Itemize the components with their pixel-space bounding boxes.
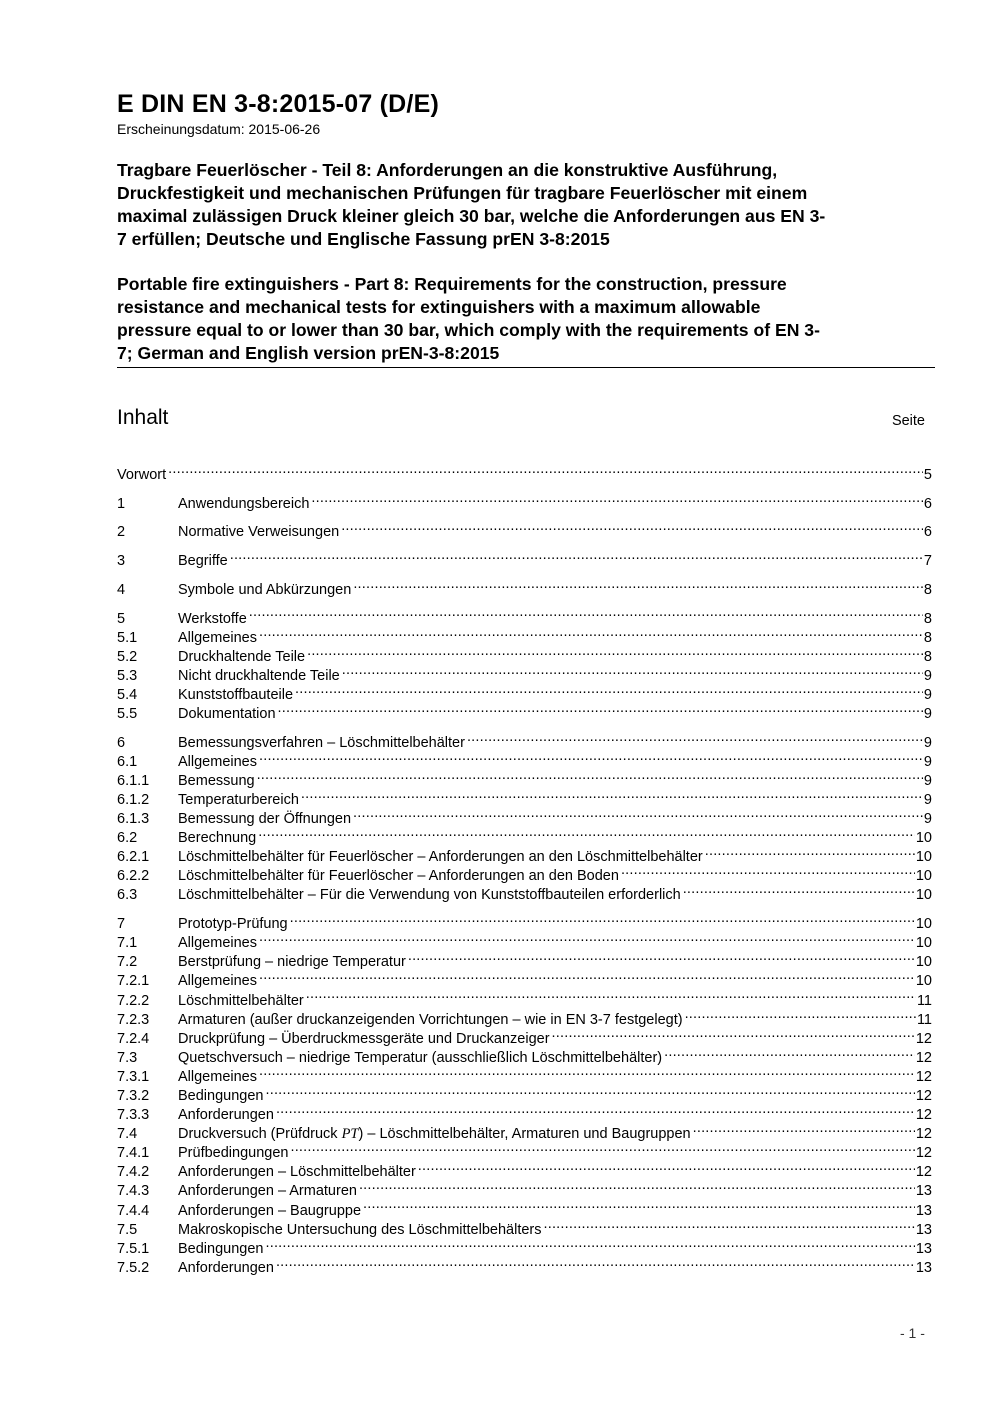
toc-entry-page: 5 (923, 467, 932, 484)
german-title-line: Druckfestigkeit und mechanischen Prüfungen für tragbare Feuerlöscher mit einem (117, 183, 808, 203)
toc-entry-number: 7.5.1 (117, 1240, 150, 1257)
toc-entry-number: 7.3 (117, 1049, 138, 1066)
toc-entry-page: 8 (923, 610, 932, 627)
title-divider (117, 367, 935, 368)
toc-entry-page: 10 (915, 849, 932, 866)
toc-dot-leader (276, 1253, 915, 1272)
toc-entry-title: Allgemeines (178, 935, 257, 952)
toc-entry-number: 7 (117, 916, 126, 933)
toc-entry-page: 9 (923, 811, 932, 828)
toc-entry-title: Vorwort (117, 467, 167, 484)
toc-entry-number: 7.3.1 (117, 1068, 150, 1085)
toc-entry-number: 7.4.4 (117, 1202, 150, 1219)
toc-entry-page: 9 (923, 706, 932, 722)
toc-entry-number: 7.5.2 (117, 1259, 150, 1276)
toc-entry[interactable] (117, 1157, 932, 1181)
toc-entry[interactable] (117, 823, 932, 847)
german-title-line: 7 erfüllen; Deutsche und Englische Fassung prEN 3-8:2015 (117, 229, 610, 249)
toc-entry-page: 10 (915, 935, 932, 952)
toc-entry-page: 6 (923, 495, 932, 512)
toc-entry-number: 5.4 (117, 686, 138, 703)
toc-entry-page: 12 (915, 1126, 932, 1143)
toc-entry-number: 7.4.2 (117, 1164, 150, 1181)
toc-entry[interactable] (117, 1062, 932, 1085)
toc-entry-title: Anforderungen – Löschmittelbehälter (178, 1164, 416, 1181)
toc-entry-title: Werkstoffe (178, 610, 247, 627)
toc-entry-page: 10 (915, 830, 932, 847)
toc-dot-leader (705, 842, 915, 861)
toc-entry-number: 4 (117, 581, 126, 598)
toc-entry-page: 10 (915, 887, 932, 904)
toc-entry-number: 7.4 (117, 1126, 138, 1143)
toc-entry-title: Anwendungsbereich (178, 495, 310, 512)
toc-entry-page: 13 (915, 1183, 932, 1200)
toc-entry[interactable] (117, 928, 932, 952)
toc-entry-page: 10 (915, 916, 932, 933)
toc-entry[interactable] (117, 699, 932, 722)
toc-entry-title: Druckprüfung – Überdruckmessgeräte und Druckanzeiger (178, 1030, 550, 1047)
toc-entry[interactable] (117, 489, 932, 512)
toc-entry[interactable] (117, 785, 932, 808)
toc-entry-number: 1 (117, 495, 126, 512)
toc-dot-leader (301, 785, 923, 804)
toc-dot-leader (621, 861, 915, 880)
toc-entry-title: Löschmittelbehälter für Feuerlöscher – Anforderungen an den Löschmittelbehälter (178, 849, 703, 866)
toc-entry-title: Anforderungen (178, 1259, 274, 1276)
toc-entry-number: 6.2.1 (117, 849, 150, 866)
toc-dot-leader (258, 823, 915, 842)
table-of-contents (117, 460, 932, 1276)
toc-entry-title: Anforderungen (178, 1107, 274, 1124)
toc-entry[interactable] (117, 1005, 932, 1028)
toc-entry-title: Anforderungen – Armaturen (178, 1183, 357, 1200)
toc-entry-title: Quetschversuch – niedrige Temperatur (ausschließlich Löschmittelbehälter) (178, 1049, 663, 1066)
toc-entry[interactable] (117, 1081, 932, 1104)
toc-entry-number: 7.2.1 (117, 973, 150, 990)
english-title (117, 273, 935, 365)
toc-entry-page: 13 (915, 1259, 932, 1276)
publication-date: Erscheinungsdatum: 2015-06-26 (117, 121, 321, 137)
toc-entry-title: Löschmittelbehälter (178, 992, 304, 1009)
toc-entry[interactable] (117, 1119, 932, 1143)
toc-dot-leader (259, 1062, 915, 1081)
toc-entry[interactable] (117, 804, 932, 828)
toc-entry-page: 12 (915, 1068, 932, 1085)
toc-entry[interactable] (117, 661, 932, 684)
toc-entry-number: 7.2.2 (117, 992, 150, 1009)
toc-entry-page: 9 (923, 753, 932, 770)
toc-entry-number: 2 (117, 524, 126, 541)
toc-entry[interactable] (117, 909, 932, 933)
toc-entry-page: 9 (923, 791, 932, 808)
toc-entry-title: Kunststoffbauteile (178, 686, 294, 703)
toc-entry-title: Berechnung (178, 830, 257, 847)
toc-entry[interactable] (117, 880, 932, 904)
toc-entry-number: 7.5 (117, 1221, 138, 1238)
toc-entry-number: 6.2.2 (117, 868, 150, 885)
toc-entry-number: 7.4.3 (117, 1183, 150, 1200)
toc-entry-page: 9 (923, 667, 932, 684)
toc-entry-number: 6.1.3 (117, 811, 150, 828)
toc-entry-title: Bedingungen (178, 1240, 264, 1257)
toc-entry-number: 5.2 (117, 648, 138, 665)
toc-entry-number: 7.1 (117, 935, 138, 952)
toc-entry-page: 10 (915, 954, 932, 971)
toc-entry-page: 10 (915, 973, 932, 990)
toc-dot-leader (259, 928, 915, 947)
toc-dot-leader (290, 909, 915, 928)
german-title-line: maximal zulässigen Druck kleiner gleich 30 bar, welche die Anforderungen aus EN 3- (117, 206, 826, 226)
toc-entry-title: Temperaturbereich (178, 791, 299, 808)
toc-dot-leader (359, 1176, 915, 1195)
toc-entry[interactable] (117, 623, 932, 646)
toc-entry[interactable] (117, 1138, 932, 1162)
toc-entry-number: 6.2 (117, 830, 138, 847)
toc-entry-page: 8 (923, 629, 932, 646)
toc-entry[interactable] (117, 1100, 932, 1124)
toc-entry-title: Druckhaltende Teile (178, 648, 306, 665)
toc-dot-leader (664, 1043, 915, 1062)
toc-entry[interactable] (117, 728, 932, 751)
toc-entry[interactable] (117, 1215, 932, 1238)
toc-entry-number: 6.1.2 (117, 791, 150, 808)
toc-entry-page: 13 (915, 1240, 932, 1257)
toc-entry-title: Bemessungsverfahren – Löschmittelbehälter (178, 734, 465, 751)
toc-entry-page: 12 (915, 1030, 932, 1047)
english-title-line: resistance and mechanical tests for extinguishers with a maximum allowable (117, 297, 761, 317)
toc-entry[interactable] (117, 747, 932, 770)
toc-entry-number: 5.1 (117, 629, 138, 646)
toc-entry-title: Allgemeines (178, 629, 257, 646)
toc-entry-page: 11 (916, 992, 932, 1009)
toc-entry-number: 6.1 (117, 753, 138, 770)
english-title-line: 7; German and English version prEN-3-8:2015 (117, 343, 500, 363)
toc-entry-page: 8 (923, 581, 932, 598)
toc-entry-title: Löschmittelbehälter – Für die Verwendung von Kunststoffbauteilen erforderlich (178, 887, 681, 904)
toc-entry-title: Löschmittelbehälter für Feuerlöscher – Anforderungen an den Boden (178, 868, 619, 885)
toc-dot-leader (265, 1234, 914, 1253)
toc-entry-number: 6 (117, 734, 126, 751)
toc-entry[interactable] (117, 575, 932, 598)
toc-entry-number: 6.1.1 (117, 772, 150, 789)
toc-dot-leader (341, 517, 923, 536)
toc-dot-leader (467, 728, 923, 747)
toc-dot-leader (249, 603, 923, 622)
toc-dot-leader (278, 699, 923, 718)
toc-dot-leader (353, 804, 923, 823)
toc-entry-number: 5 (117, 610, 126, 627)
document-id: E DIN EN 3-8:2015-07 (D/E) (117, 90, 439, 118)
toc-entry-title: Nicht druckhaltende Teile (178, 667, 340, 684)
toc-entry[interactable] (117, 966, 932, 990)
toc-entry[interactable] (117, 642, 932, 665)
toc-dot-leader (418, 1157, 915, 1176)
english-title-line: pressure equal to or lower than 30 bar, which comply with the requirements of EN 3- (117, 320, 820, 340)
toc-entry-title: Makroskopische Untersuchung des Löschmittelbehälters (178, 1221, 542, 1238)
toc-entry-number: 3 (117, 553, 126, 570)
toc-dot-leader (311, 489, 923, 508)
toc-entry-title: Allgemeines (178, 1068, 257, 1085)
toc-entry-title: Normative Verweisungen (178, 524, 340, 541)
toc-dot-leader (259, 747, 923, 766)
toc-entry-title: Armaturen (außer druckanzeigenden Vorrichtungen – wie in EN 3-7 festgelegt) (178, 1011, 683, 1028)
page-number: - 1 - (900, 1325, 925, 1341)
toc-entry-page: 10 (915, 868, 932, 885)
toc-entry-page: 9 (923, 686, 932, 703)
toc-entry-title: Bemessung der Öffnungen (178, 811, 352, 828)
toc-entry-title: Begriffe (178, 553, 228, 570)
toc-entry-page: 12 (915, 1107, 932, 1124)
toc-entry-title: Anforderungen – Baugruppe (178, 1202, 362, 1219)
toc-dot-leader (307, 642, 923, 661)
toc-entry-number: 7.2 (117, 954, 138, 971)
toc-entry-title: Druckversuch (Prüfdruck PT) – Löschmittelbehälter, Armaturen und Baugruppen (178, 1126, 691, 1143)
toc-entry-title: Prüfbedingungen (178, 1145, 289, 1162)
toc-entry[interactable] (117, 1024, 932, 1047)
toc-entry-number: 7.4.1 (117, 1145, 150, 1162)
toc-entry-page: 7 (923, 553, 932, 570)
toc-dot-leader (259, 623, 923, 642)
toc-entry-number: 5.3 (117, 667, 138, 684)
toc-entry[interactable] (117, 460, 932, 484)
toc-dot-leader (408, 947, 915, 966)
toc-entry-number: 7.3.3 (117, 1107, 150, 1124)
toc-entry-number: 5.5 (117, 706, 138, 722)
toc-page-column-heading: Seite (891, 413, 925, 429)
toc-entry[interactable] (117, 1176, 932, 1200)
toc-dot-leader (276, 1100, 915, 1119)
toc-dot-leader (306, 985, 916, 1004)
german-title (117, 159, 935, 251)
toc-entry-page: 12 (915, 1145, 932, 1162)
toc-dot-leader (685, 1005, 916, 1024)
toc-dot-leader (544, 1215, 915, 1234)
toc-entry[interactable] (117, 680, 932, 703)
toc-dot-leader (265, 1081, 914, 1100)
toc-entry-title: Dokumentation (178, 706, 276, 722)
toc-entry-title: Bemessung (178, 772, 255, 789)
toc-dot-leader (683, 880, 915, 899)
english-title-line: Portable fire extinguishers - Part 8: Requirements for the construction, pressure (117, 274, 787, 294)
toc-entry-number: 6.3 (117, 887, 138, 904)
toc-entry[interactable] (117, 603, 932, 627)
toc-dot-leader (353, 575, 923, 594)
toc-dot-leader (342, 661, 923, 680)
toc-entry[interactable] (117, 985, 932, 1009)
toc-entry[interactable] (117, 1195, 932, 1219)
toc-entry[interactable] (117, 1234, 932, 1257)
toc-entry-page: 12 (915, 1087, 932, 1104)
toc-entry[interactable] (117, 517, 932, 541)
toc-dot-leader (257, 766, 923, 785)
toc-entry-page: 12 (915, 1164, 932, 1181)
toc-entry-page: 9 (923, 772, 932, 789)
toc-entry-title: Berstprüfung – niedrige Temperatur (178, 954, 406, 971)
symbol-pt: PT (341, 1126, 359, 1143)
toc-entry[interactable] (117, 546, 932, 570)
toc-entry-number: 7.2.3 (117, 1011, 150, 1028)
toc-entry[interactable] (117, 1253, 932, 1276)
toc-entry[interactable] (117, 842, 932, 866)
toc-entry-title: Bedingungen (178, 1087, 264, 1104)
toc-heading: Inhalt (117, 406, 169, 429)
toc-dot-leader (168, 460, 923, 479)
toc-entry-number: 7.3.2 (117, 1087, 150, 1104)
toc-entry[interactable] (117, 766, 932, 789)
toc-entry-page: 11 (916, 1011, 932, 1028)
toc-dot-leader (295, 680, 923, 699)
toc-entry-page: 13 (915, 1202, 932, 1219)
toc-entry-page: 12 (915, 1049, 932, 1066)
toc-entry-page: 6 (923, 524, 932, 541)
toc-dot-leader (230, 546, 923, 565)
toc-dot-leader (259, 966, 915, 985)
toc-entry-page: 9 (923, 734, 932, 751)
toc-entry[interactable] (117, 1043, 932, 1066)
toc-dot-leader (290, 1138, 914, 1157)
toc-entry-page: 13 (915, 1221, 932, 1238)
toc-entry-page: 8 (923, 648, 932, 665)
toc-entry-number: 7.2.4 (117, 1030, 150, 1047)
toc-dot-leader (552, 1024, 915, 1043)
toc-entry-title: Allgemeines (178, 973, 257, 990)
german-title-line: Tragbare Feuerlöscher - Teil 8: Anforderungen an die konstruktive Ausführung, (117, 160, 778, 180)
toc-dot-leader (363, 1195, 915, 1214)
toc-entry[interactable] (117, 861, 932, 885)
toc-entry-title: Symbole und Abkürzungen (178, 581, 352, 598)
toc-entry[interactable] (117, 947, 932, 971)
toc-entry-title: Prototyp-Prüfung (178, 916, 288, 933)
toc-dot-leader (693, 1119, 915, 1138)
toc-entry-title: Allgemeines (178, 753, 257, 770)
